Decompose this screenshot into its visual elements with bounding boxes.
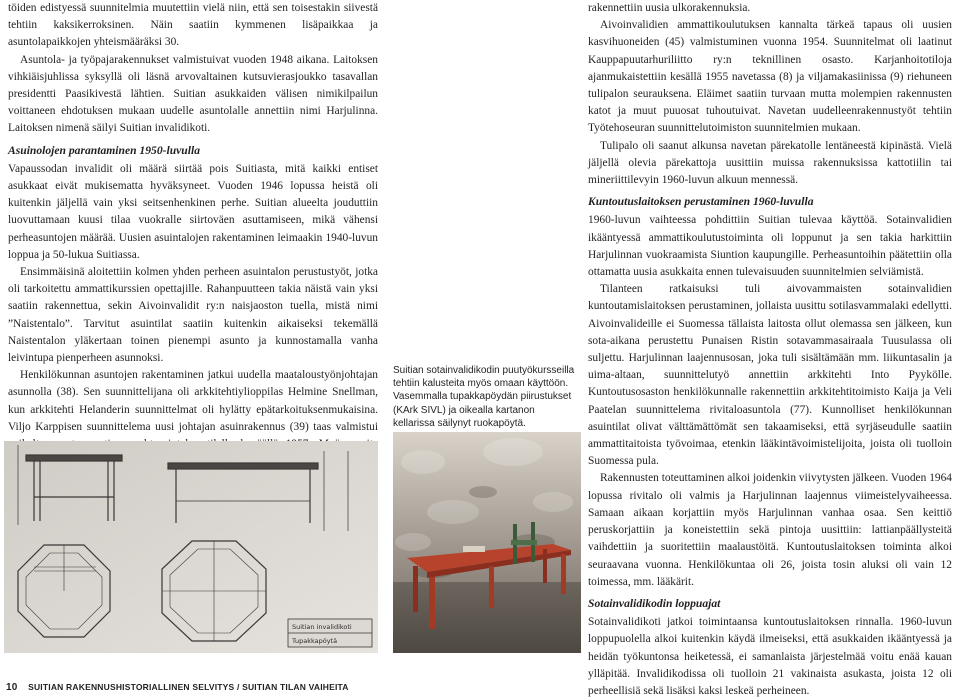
paragraph: töiden edistyessä suunnitelmia muutettiin vielä niin, että sen toisestakin siivestä tehtiin kaksikerroksinen. Näin saatiin kymmenen lisäpaikkaa ja asuntolapaikkojen yhteismääräksi 30. — [8, 2, 378, 49]
drawing-title-text: Suitian invalidikoti — [292, 623, 352, 631]
paragraph: rakennettiin uusia ulkorakennuksia. — [588, 2, 751, 14]
paragraph: Rakennusten toteuttaminen alkoi joidenkin viivytysten jälkeen. Vuoden 1964 lopussa rivitalo oli valmis ja Harjulinnan laajennus viimeistelyvaiheessa. Samaan aikaan korjattiin myös Harjulinnan vanhaa osaa. Sen keittiö peruskorjattiin ja koneistettiin sekä pintoja uusittiin: lattianpäällysteitä vaihdettiin ja suoritettiin maalaustöitä. Kuntoutuslaitoksen toiminta alkoi seuraavana vuonna. Henkilökuntaa oli 26, joista tosin aluksi oli vain 12 toimessa, mm. lääkärit. — [588, 472, 952, 588]
figure-caption: Suitian sotainvalidikodin puutyökursseilla tehtiin kalusteita myös omaan käyttöön. Vasemmalla tupakkapöydän piirustukset (KArk SIVL) ja oikealla kartanon kellarissa säilynyt ruokapöytä. — [393, 365, 575, 429]
paragraph: Tilanteen ratkaisuksi tuli aivovammaisten sotainvalidien kuntoutamislaitoksen perustaminen, jollaista uusittu sotilasvammalaki edellytti. Aivoinvalideille ei Suomessa tällaista laitosta ollut olemassa sen jälkeen, kun sota-aikana perustettu Punaisen Ristin sotavammasairaala Tuusulassa oli suljettu. Harjulinnan laajennusosan, joka tuli sisältämään mm. liikuntasalin ja uima-altaan, suunnittelutyö annettiin arkkitehti Into Pyykölle. Kuntoutusosaston henkilökunnalle rakennettiin arkkitehtitoimisto Kaija ja Veli Paatelan suunnittelema rivitaloasuntola (77). Kunnolliset henkilökunnan asuintilat olivat välttämättömät sen takaamiseksi, että syrjäseudulle saatiin ammattitaitoista työvoimaa, etenkin lääkintävoimistelijoita, joista oli tuolloin Suomessa pula. — [588, 283, 952, 468]
drawing-subtitle-text: Tupakkapöytä — [292, 637, 338, 645]
dining-table-photo — [393, 432, 581, 653]
paragraph: 1960-luvun vaihteessa pohdittiin Suitian tulevaa käyttöä. Sotainvalidien ikääntyessä ammattikoulutustoiminta oli loppunut ja sen takia harkittiin Harjulinnan vuokraamista Siuntion kaupungille. Perheasuntoihin päätettiin olla ottamatta uusia asukkaita ennen tulevaisuuden suunnitelmien selviämistä. — [588, 214, 952, 279]
section-heading: Kuntoutuslaitoksen perustaminen 1960-luvulla — [588, 195, 814, 209]
paragraph: Asuntola- ja työpajarakennukset valmistuivat vuoden 1948 aikana. Laitoksen vihkiäisjuhlissa syksyllä oli läsnä arvovaltainen kutsuvierasjoukko tasavallan presidentti Paasikivestä lähtien. Suitian asukkaiden välisen nimikilpailun voittaneen ehdotuksen mukaan uudelle asuntolalle annettiin nimi Harjulinna. Laitoksen nimenä säilyi Suitian invalidikoti. — [8, 53, 378, 135]
right-text-column — [588, 0, 952, 700]
technical-drawing-image — [4, 441, 378, 653]
page-footer — [6, 682, 606, 693]
paragraph: Tulipalo oli saanut alkunsa navetan pärekatolle lentäneestä kipinästä. Vielä jäljellä olevia pärekattoja uusittiin muissa rakennuksissa kattotiilin tai mineriittilevyin 1960-luvun alkuun mennessä. — [588, 139, 952, 187]
section-heading: Asuinolojen parantaminen 1950-luvulla — [8, 143, 200, 157]
paragraph: Sotainvalidikoti jatkoi toimintaansa kuntoutuslaitoksen rinnalla. 1960-luvun loppupuolella alkoi kuitenkin käydä ilmeiseksi, että asukkaiden ikääntyessä ja heidän työkuntonsa heiketessä, ei samanlaista järjestelmää voitu enää kauan ylläpitää. Invalidikodissa oli tuolloin 21 vakinaista asukasta, joista 12 oli perheellisiä sekä lisäksi kaksi leskeä perheineen. — [588, 616, 952, 697]
table-drawing-photo — [4, 441, 378, 653]
paragraph: Ensimmäisinä aloitettiin kolmen yhden perheen asuintalon perustustyöt, jotka oli tarkoitettu ammattikurssien opettajille. Rahanpuutteen takia näistä vain yksi saatiin rakennettua, sekin Aivoinvalidit ry:n naisjaoston tuella, mistä nimi ”Naistentalo”. Tarvitut asuintilat saatiin kuitenkin aikaiseksi tekemällä Naistentalon yläkertaan toinen pienempi asunto ja kunnostamalla vanha leivintupa pienperheen asunnoksi. — [8, 266, 378, 365]
page-number: 10 — [6, 682, 18, 693]
running-title: SUITIAN RAKENNUSHISTORIALLINEN SELVITYS / SUITIAN TILAN VAIHEITA — [28, 682, 349, 692]
section-heading: Sotainvalidikodin loppuajat — [588, 596, 721, 610]
paragraph: Aivoinvalidien ammattikoulutuksen kannalta tärkeä tapaus oli uusien kasvihuoneiden (45) valmistuminen vuonna 1954. Suunnitelmat oli laatinut Kauppapuutarhuriliitto ry:n teknillinen osasto. Karjanhoitotiloja ajanmukaistettiin kesällä 1955 navetassa (8) ja viljamakasiinissa (9) riehuneen tulipalon seurauksena. Eläimet saatiin turvaan mutta molempien rakennusten katot ja muut puuosat tuhoutuivat. Navetan uudelleenrakennustyöt tehtiin Työtehoseuran suunnittelutoimiston suunnitelmien mukaan. — [588, 19, 952, 135]
cellar-photo-image — [393, 432, 581, 653]
paragraph: Henkilökunnan asuntojen rakentaminen jatkui uudella maataloustyönjohtajan asunnolla (38). Sen suunnittelijana oli arkkitehtiylioppilas Helmine Snellman, kun arkkitehti Helanderin suunnittelmat oli hylätty epätarkoituksenmukaisina. Viljo Karppisen suunnittelema uusi johtajan asuinrakennus (39) taas valmistui — [8, 369, 378, 433]
paragraph: Vapaussodan invalidit oli määrä siirtää pois Suitiasta, mitä kaikki entiset asukkaat eivät mukisematta hyväksyneet. Vuoden 1946 lopussa heistä oli kuitenkin jäljellä vain yksi seitsenhenkinen perhe. Suitian alueelta jouduttiin luovuttamaan kuusi tilaa vuokralle siirtoväen asuttamiseen, mikä vähensi perheasuntojen määrää. Uusien asuintalojen rakentaminen leimaakin 1940-luvun loppua ja 50-lukua Suitiassa. — [8, 162, 378, 261]
left-text-column — [8, 0, 378, 470]
